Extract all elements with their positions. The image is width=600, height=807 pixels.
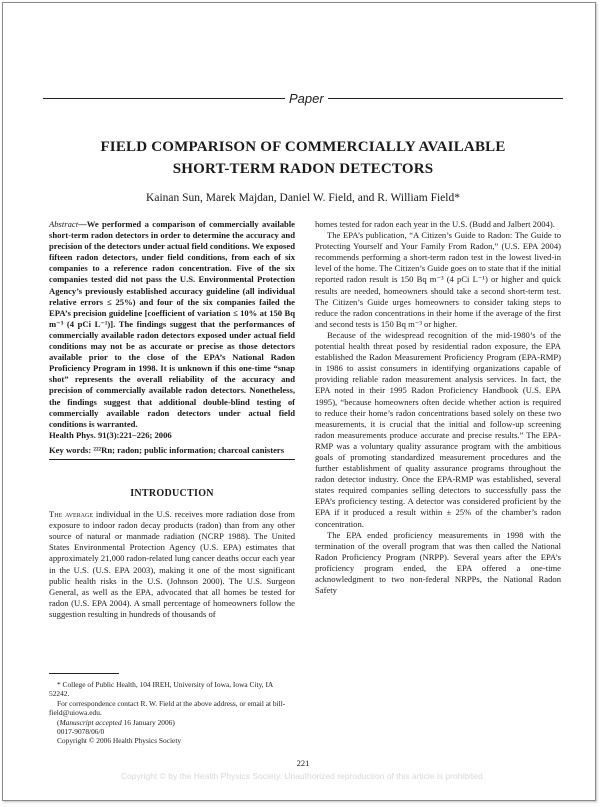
intro-paragraph	[49, 509, 295, 620]
paper-page	[2, 2, 596, 801]
manuscript-date: 16 January 2006)	[121, 717, 175, 727]
copyright-notice: Copyright © by the Health Physics Society. Unauthorized reproduction of this article is prohibited.	[120, 771, 486, 781]
abstract-divider	[49, 459, 295, 460]
keywords: Key words: ²²²Rn; radon; public information; charcoal canisters	[49, 444, 285, 455]
footnote-correspondence: For correspondence contact R. W. Field at the above address, or email at bill-field@uiowa.edu.	[49, 698, 286, 718]
title-line-1: FIELD COMPARISON OF COMMERCIALLY AVAILABLE	[100, 139, 506, 155]
author-list: Kainan Sun, Marek Majdan, Daniel W. Field, and R. William Field*	[146, 192, 460, 204]
left-column	[49, 219, 295, 620]
footnote-rule	[49, 673, 119, 674]
page-number: 221	[296, 758, 310, 768]
right-paragraph-citizens-guide: The EPA’s publication, “A Citizen’s Guide to Radon: The Guide to Protecting Yourself and Your Family From Radon,” (U.S. EPA 2004) recommends performing a short-term radon test in the lowest lived-in level of the home. The Citizen’s Guide goes on to state that if the initial reported radon result is 150 Bq m⁻³ (4 pCi L⁻¹) or higher and quick results are needed, homeowners should take a second short-term test. The Citizen’s Guide urges homeowners to consider taking steps to reduce the radon concentrations in their home if the average of the first and second tests is 150 Bq m⁻³ or higher.	[315, 230, 561, 329]
footnote-affiliation: * College of Public Health, 104 IREH, University of Iowa, Iowa City, IA 52242.	[49, 680, 273, 699]
article-title	[63, 136, 543, 180]
footnote-manuscript: (Manuscript accepted 16 January 2006)	[57, 717, 175, 727]
right-column	[315, 219, 561, 596]
abstract	[49, 219, 295, 430]
footnotes	[49, 673, 295, 746]
intro-paragraph-text: individual in the U.S. receives more radiation dose from exposure to indoor radon decay products (radon) than from any other source of natural or manmade radiation (NCRP 1988). The United States Environmental Protection Agency (U.S. EPA) estimates that approximately 21,000 radon-related lung cancer deaths occur each year in the U.S. (U.S. EPA 2003), making it one of the most significant public health risks in the U.S. (Johnson 2000). The U.S. Surgeon General, as well as the EPA, advocated that all homes be tested for radon (U.S. EPA 2004). A small percentage of homeowners follow the suggestion resulting in hundreds of thousands of	[49, 509, 295, 619]
abstract-lead: Abstract	[49, 219, 79, 229]
right-paragraph-nrpp: The EPA ended proficiency measurements in 1998 with the termination of the overall program that was then called the National Radon Proficiency Program (NRPP). Several years after the EPA’s proficiency program ended, the EPA offered a one-time acknowledgment to two non-federal NRPPs, the National Radon Safety	[315, 529, 561, 596]
right-paragraph-continued: homes tested for radon each year in the U.S. (Budd and Jalbert 2004).	[315, 219, 555, 229]
journal-citation: Health Phys. 91(3):221–226; 2006	[49, 429, 172, 440]
title-line-2: SHORT-TERM RADON DETECTORS	[172, 161, 434, 177]
footnote-doc-number: 0017-9078/06/0	[57, 727, 105, 737]
manuscript-label: Manuscript accepted	[59, 717, 122, 727]
introduction-heading: INTRODUCTION	[130, 487, 214, 499]
section-label: Paper	[285, 91, 328, 106]
right-paragraph-epa-rmp: Because of the widespread recognition of the mid-1980’s of the potential health threat posed by residential radon exposure, the EPA established the Radon Measurement Proficiency Program (EPA-RMP) in 1986 to assist consumers in identifying organizations capable of providing reliable radon measurement analysis services. In fact, the EPA noted in their 1995 Radon Proficiency Handbook (U.S. EPA 1995), “because homeowners often decide whether action is required to reduce their home’s radon concentrations based solely on these two measurements, it is crucial that the initial and follow-up screening radon measurements produce accurate and precise results.” The EPA-RMP was a voluntary quality assurance program with the ambitious goals of promoting standardized measurement procedures and the further establishment of quality assurance programs throughout the radon detector industry. Once the EPA-RMP was established, several states required companies selling detectors to successfully pass the EPA’s proficiency testing. A detector was considered proficient by the EPA if it produced a result within ± 25% of the chamber’s radon concentration.	[315, 329, 561, 529]
footnote-copyright: Copyright © 2006 Health Physics Society	[57, 736, 182, 746]
abstract-text: —We performed a comparison of commercially available short-term radon detectors in order to determine the accuracy and precision of the detectors under actual field conditions. We exposed fifteen radon detectors, under field conditions, from each of six companies to a reference radon concentration. Five of the six companies tested did not pass the U.S. Environmental Protection Agency’s previously established accuracy guideline (all individual relative errors ≤ 25%) and four of the six companies failed the EPA’s precision guideline [coefficient of variation ≤ 10% at 150 Bq m⁻³ (4 pCi L⁻¹)]. The findings suggest that the performances of commercially available radon detectors exposed under actual field conditions may not be as accurate or precise as those detectors available prior to the close of the EPA’s National Radon Proficiency Program in 1998. It is unknown if this one-time “snap shot” represents the overall reliability of the accuracy and precision of commercially available radon detectors. Nonetheless, the findings suggest that additional double-blind testing of commercially available radon detectors under actual field conditions is warranted.	[49, 219, 295, 429]
intro-lead-smallcaps: The average	[49, 509, 94, 520]
